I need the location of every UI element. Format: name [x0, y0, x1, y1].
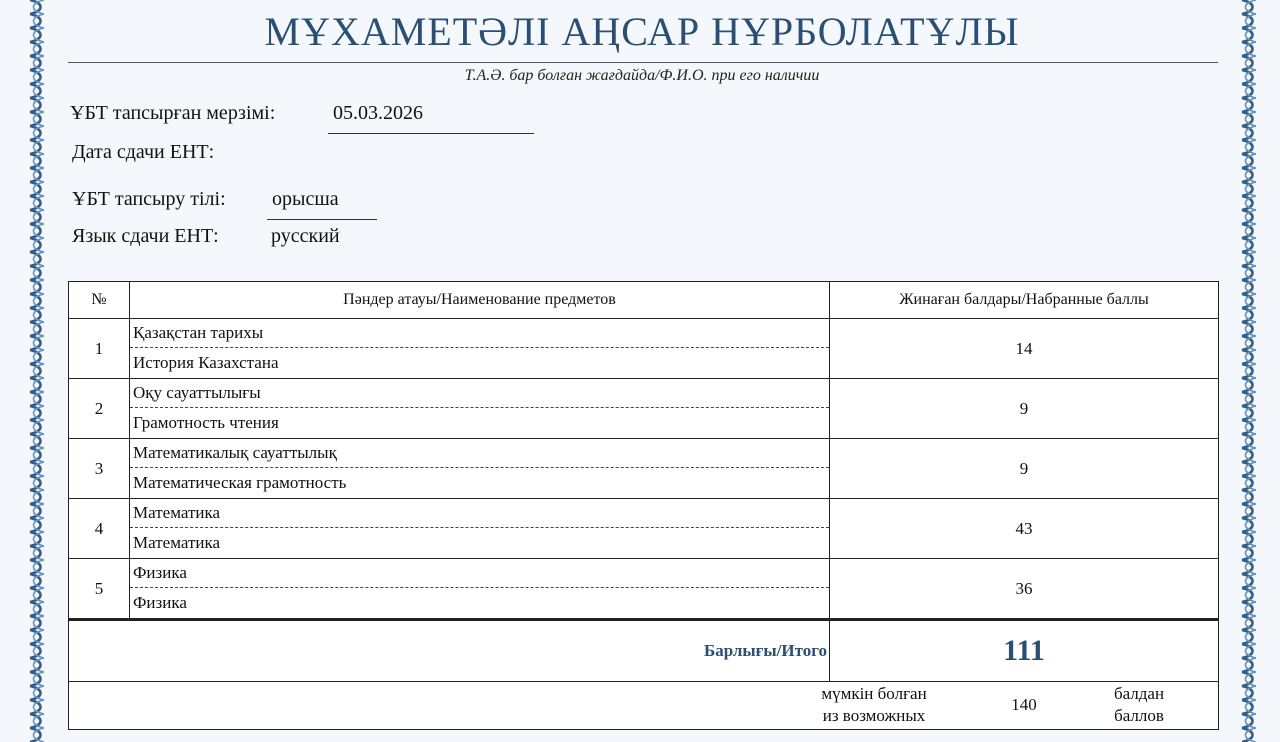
scores-table	[68, 281, 1219, 730]
subject-cell	[130, 499, 830, 559]
subject-cell	[130, 439, 830, 499]
row-number: 5	[69, 559, 130, 620]
total-label: Барлығы/Итого	[69, 620, 830, 682]
max-score-row	[69, 682, 1219, 730]
subject-cell	[130, 379, 830, 439]
subject-cell	[130, 319, 830, 379]
header-subject: Пәндер атауы/Наименование предметов	[130, 282, 830, 319]
language-value-ru: русский	[271, 225, 340, 247]
row-number: 4	[69, 499, 130, 559]
decorative-border-left	[26, 0, 48, 742]
table-header-row	[69, 282, 1219, 319]
max-suffix-kz: балдан	[1113, 684, 1165, 703]
page-edge	[0, 0, 26, 742]
date-underline	[328, 133, 534, 134]
subject-score: 9	[830, 379, 1219, 439]
date-label-ru: Дата сдачи ЕНТ:	[72, 141, 215, 163]
total-score: 111	[830, 620, 1219, 682]
subject-name-ru: Математическая грамотность	[133, 473, 347, 492]
table-row	[69, 559, 1219, 620]
name-underline	[68, 62, 1218, 63]
language-underline	[267, 219, 377, 220]
subject-name-ru: Математика	[133, 533, 221, 552]
language-label-kz: ҰБТ тапсыру тілі:	[72, 188, 226, 210]
subject-score: 14	[830, 319, 1219, 379]
decorative-border-right	[1238, 0, 1260, 742]
table-row	[69, 379, 1219, 439]
row-number: 2	[69, 379, 130, 439]
total-row	[69, 620, 1219, 682]
header-number: №	[69, 282, 130, 319]
subject-name-kz: Математика	[130, 499, 829, 528]
max-prefix-kz: мүмкін болған	[821, 684, 927, 703]
table-row	[69, 319, 1219, 379]
subject-name-kz: Математикалық сауаттылық	[130, 439, 829, 468]
language-value-kz: орысша	[272, 188, 339, 210]
table-row	[69, 439, 1219, 499]
subject-cell	[130, 559, 830, 620]
subject-score: 9	[830, 439, 1219, 499]
subject-name-kz: Қазақстан тарихы	[130, 319, 829, 348]
subject-name-kz: Физика	[130, 559, 829, 588]
max-suffix	[1099, 683, 1179, 727]
row-number: 1	[69, 319, 130, 379]
row-number: 3	[69, 439, 130, 499]
subject-score: 43	[830, 499, 1219, 559]
subject-name-ru: История Казахстана	[133, 353, 279, 372]
table-row	[69, 499, 1219, 559]
student-full-name: МҰХАМЕТӘЛІ АҢСАР НҰРБОЛАТҰЛЫ	[264, 9, 1020, 54]
subject-name-ru: Грамотность чтения	[133, 413, 279, 432]
header-score: Жинаған балдары/Набранные баллы	[830, 282, 1219, 319]
max-score-value: 140	[1011, 695, 1037, 714]
date-value: 05.03.2026	[333, 102, 423, 124]
subject-name-ru: Физика	[133, 593, 187, 612]
subject-name-kz: Оқу сауаттылығы	[130, 379, 829, 408]
date-label-kz: ҰБТ тапсырған мерзімі:	[70, 102, 276, 124]
name-hint: Т.А.Ә. бар болған жағдайда/Ф.И.О. при его наличии	[464, 67, 820, 84]
max-suffix-ru: баллов	[1114, 706, 1164, 725]
max-score-cell	[69, 682, 1219, 730]
max-prefix-ru: из возможных	[822, 706, 926, 725]
max-prefix	[809, 683, 939, 727]
language-label-ru: Язык сдачи ЕНТ:	[72, 225, 219, 247]
subject-score: 36	[830, 559, 1219, 620]
